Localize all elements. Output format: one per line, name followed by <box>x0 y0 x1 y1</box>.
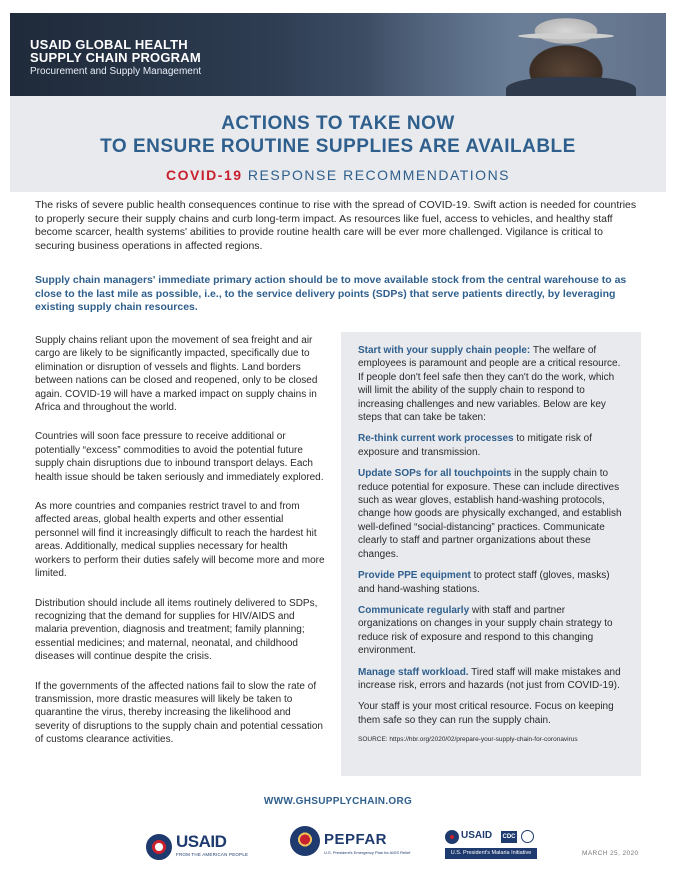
left-paragraph: Supply chains reliant upon the movement of sea freight and air cargo are likely to be significantly impacted, specifically due to elimination or disruption of vessels and flights. Land borders between nations can be closed and reopened, only to be closed again. COVID-19 will have a marked impact on supply chains in Africa and throughout the world. <box>35 335 318 414</box>
recommendation-heading: Re-think current work processes <box>358 433 514 445</box>
usaid-seal-icon <box>445 830 459 844</box>
recommendation-heading: Manage staff workload. <box>358 666 469 678</box>
usaid-seal-icon <box>146 834 172 860</box>
usaid-wordmark: USAID <box>176 832 227 851</box>
pmi-usaid-wordmark: USAID <box>461 830 493 841</box>
pmi-label: U.S. President's Malaria Initiative <box>445 848 537 859</box>
covid-label: COVID-19 <box>165 167 243 183</box>
recommendation-heading: Start with your supply chain people: <box>358 345 531 356</box>
worker-shirt <box>506 77 636 96</box>
pepfar-tagline: U.S. President's Emergency Plan for AIDS Relief <box>324 850 411 855</box>
recommendation-text: to mitigate risk of exposure and transmission. <box>358 433 592 458</box>
recommendation-text: in the supply chain to reduce potential for exposure. These can include directives such as wear gloves, establish hand-washing protocols, change how goods are physically exchanged, and establish well-defined “social-distancing” practices. Communicate clearly to staff and partner organizations about these changes. <box>358 468 622 560</box>
program-title-line2: SUPPLY CHAIN PROGRAM <box>30 50 201 65</box>
recommendation-text: to protect staff (gloves, masks) and hand-washing stations. <box>358 570 610 595</box>
page-title-line1: ACTIONS TO TAKE NOW <box>221 113 455 134</box>
recommendation-item <box>358 700 627 727</box>
left-paragraph: If the governments of the affected nations fail to slow the rate of transmission, more drastic measures will likely be taken to quarantine the virus, thereby increasing the likelihood and severity of disruptions to the supply chain and potential cessation of customs clearance activities. <box>35 680 323 746</box>
recommendation-heading: Update SOPs for all touchpoints <box>358 468 512 480</box>
left-paragraph: Countries will soon face pressure to receive additional or potentially “excess” commodities to avoid the potential future supply chain disruptions due to inbound transport delays. Each health issue should be taken seriously and immediately explored. <box>35 431 324 483</box>
website-link[interactable]: WWW.GHSUPPLYCHAIN.ORG <box>263 796 413 807</box>
lead-paragraph: Supply chain managers' immediate primary action should be to move available stock from the central warehouse to as close to the last mile as possible, i.e., to the service delivery points (SDPs) that serve patients directly, by leveraging existing supply chain resources. <box>35 274 627 313</box>
intro-paragraph: The risks of severe public health consequences continue to rise with the spread of COVID-19. Swift action is needed for countries to properly secure their supply chains and curb long-term impact. As resources like fuel, access to vehicles, and healthy staff become scarcer, health systems' abilities to provide routine health care will be ever more challenged. Vigilance is critical to securing business operations in affected regions. <box>35 199 637 252</box>
page-title <box>10 112 666 158</box>
page-subtitle <box>10 167 666 183</box>
pepfar-wordmark: PEPFAR <box>324 831 388 848</box>
left-paragraph: Distribution should include all items routinely delivered to SDPs, recognizing that the demand for supplies for HIV/AIDS and malaria prevention, diagnosis and treatment; family planning; essential medicines; and maternal, neonatal, and childhood diseases will continue despite the crisis. <box>35 597 318 663</box>
hard-hat <box>518 33 614 39</box>
partner-logos <box>0 824 676 874</box>
recommendation-item <box>358 604 627 658</box>
page-title-line2: TO ENSURE ROUTINE SUPPLIES ARE AVAILABLE <box>100 136 576 157</box>
recommendation-text: The welfare of employees is paramount and people are a critical resource. If people don't feel safe then they can't do the work, which will limit the ability of the supply chain to respond to increasing challenges and new variables. Below are key steps that can take be taken: <box>358 345 621 424</box>
recommendation-text: with staff and partner organizations on changes in your supply chain strategy to reduce risk of exposure and respond to this changing environment. <box>358 604 613 657</box>
pmi-logo-row <box>445 830 537 846</box>
header-banner <box>10 13 666 96</box>
recommendation-text: Your staff is your most critical resource. Focus on keeping them safe so they can run the supply chain. <box>358 701 614 726</box>
source-citation: SOURCE: https://hbr.org/2020/02/prepare-your-supply-chain-for-coronavirus <box>358 736 578 744</box>
recommendation-text: Tired staff will make mistakes and increase risk, errors and hazards (not just from COVID-19). <box>358 666 621 691</box>
left-column <box>35 334 325 763</box>
left-paragraph: As more countries and companies restrict travel to and from affected areas, global health experts and other essential personnel will find it increasingly difficult to reach the hardest hit areas. Additionally, medical supplies necessary for health workers to perform their duties safely will become more and more limited. <box>35 501 325 580</box>
recommendation-item <box>358 666 627 693</box>
recommendation-item <box>358 569 627 596</box>
program-title-line1: USAID GLOBAL HEALTH <box>30 37 188 52</box>
hhs-seal-icon <box>521 830 534 843</box>
usaid-tagline: FROM THE AMERICAN PEOPLE <box>176 852 249 857</box>
recommendations-box <box>341 332 641 776</box>
cdc-logo-icon: CDC <box>501 831 517 843</box>
pepfar-seal-icon <box>290 826 320 856</box>
recommendation-item <box>358 344 627 424</box>
recommendation-heading: Communicate regularly <box>358 604 470 616</box>
worker-photo <box>366 13 666 96</box>
recommendation-item <box>358 467 627 561</box>
title-block <box>10 96 666 192</box>
program-title <box>30 38 201 64</box>
response-label: RESPONSE RECOMMENDATIONS <box>247 167 511 183</box>
program-subtitle: Procurement and Supply Management <box>30 66 202 77</box>
recommendation-heading: Provide PPE equipment <box>358 570 471 582</box>
recommendation-item <box>358 432 627 459</box>
publication-date: MARCH 25, 2020 <box>582 850 639 857</box>
